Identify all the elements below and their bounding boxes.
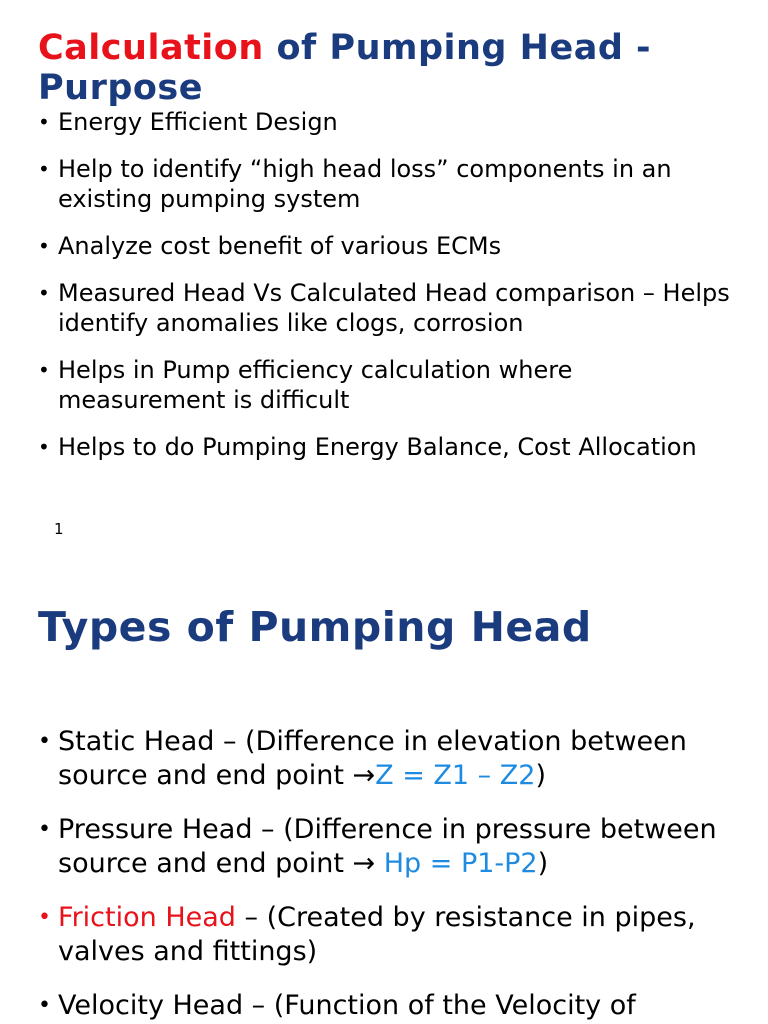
static-head-text: Static Head – (Difference in elevation between source and end point — [58, 726, 687, 791]
title-accent: Calculation — [38, 28, 264, 68]
bullet-dot-icon: • — [38, 358, 50, 382]
purpose-bullet-list — [38, 107, 738, 479]
bullet-dot-icon: • — [38, 281, 50, 305]
bullet-item — [38, 107, 738, 137]
slide-title-types: Types of Pumping Head — [38, 603, 592, 651]
arrow-right-icon: → — [352, 760, 376, 791]
bullet-dot-icon: • — [38, 905, 51, 930]
bullet-dot-icon: • — [38, 729, 51, 754]
bullet-text: Measured Head Vs Calculated Head comparison – Helps identify anomalies like clogs, corrosion — [58, 279, 730, 337]
friction-head-label: Friction Head — [58, 902, 236, 933]
bullet-item — [38, 355, 738, 415]
bullet-text: Helps in Pump efficiency calculation where measurement is difficult — [58, 356, 573, 414]
bullet-item-pressure-head — [38, 813, 738, 881]
bullet-text: Help to identify “high head loss” components in an existing pumping system — [58, 155, 672, 213]
pressure-head-close: ) — [537, 848, 549, 879]
slide-title-purpose — [38, 28, 738, 108]
bullet-dot-icon: • — [38, 817, 51, 842]
bullet-item — [38, 278, 738, 338]
bullet-item — [38, 154, 738, 214]
pressure-head-formula: Hp = P1-P2 — [375, 848, 538, 879]
static-head-formula: Z = Z1 – Z2 — [375, 760, 536, 791]
bullet-dot-icon: • — [38, 993, 51, 1018]
bullet-item-velocity-head — [38, 989, 738, 1023]
velocity-head-text: Velocity Head – (Function of the Velocity of — [58, 990, 636, 1021]
bullet-item — [38, 231, 738, 261]
static-head-close: ) — [535, 760, 546, 791]
bullet-text: Energy Efficient Design — [58, 108, 338, 136]
bullet-item-friction-head — [38, 901, 738, 969]
pressure-head-text: Pressure Head – (Difference in pressure between source and end point — [58, 814, 717, 879]
bullet-dot-icon: • — [38, 435, 50, 459]
bullet-dot-icon: • — [38, 110, 50, 134]
arrow-right-icon: → — [352, 848, 376, 879]
bullet-dot-icon: • — [38, 157, 50, 181]
bullet-item — [38, 432, 738, 462]
friction-head-text: – (Created by resistance in pipes, valves and fittings) — [58, 902, 696, 967]
title-rest: of Pumping Head - Purpose — [38, 28, 652, 108]
types-bullet-list — [38, 725, 738, 1024]
bullet-dot-icon: • — [38, 234, 50, 258]
page-number: 1 — [54, 520, 64, 538]
bullet-item-static-head — [38, 725, 738, 793]
bullet-text: Helps to do Pumping Energy Balance, Cost Allocation — [58, 433, 697, 461]
bullet-text: Analyze cost benefit of various ECMs — [58, 232, 502, 260]
